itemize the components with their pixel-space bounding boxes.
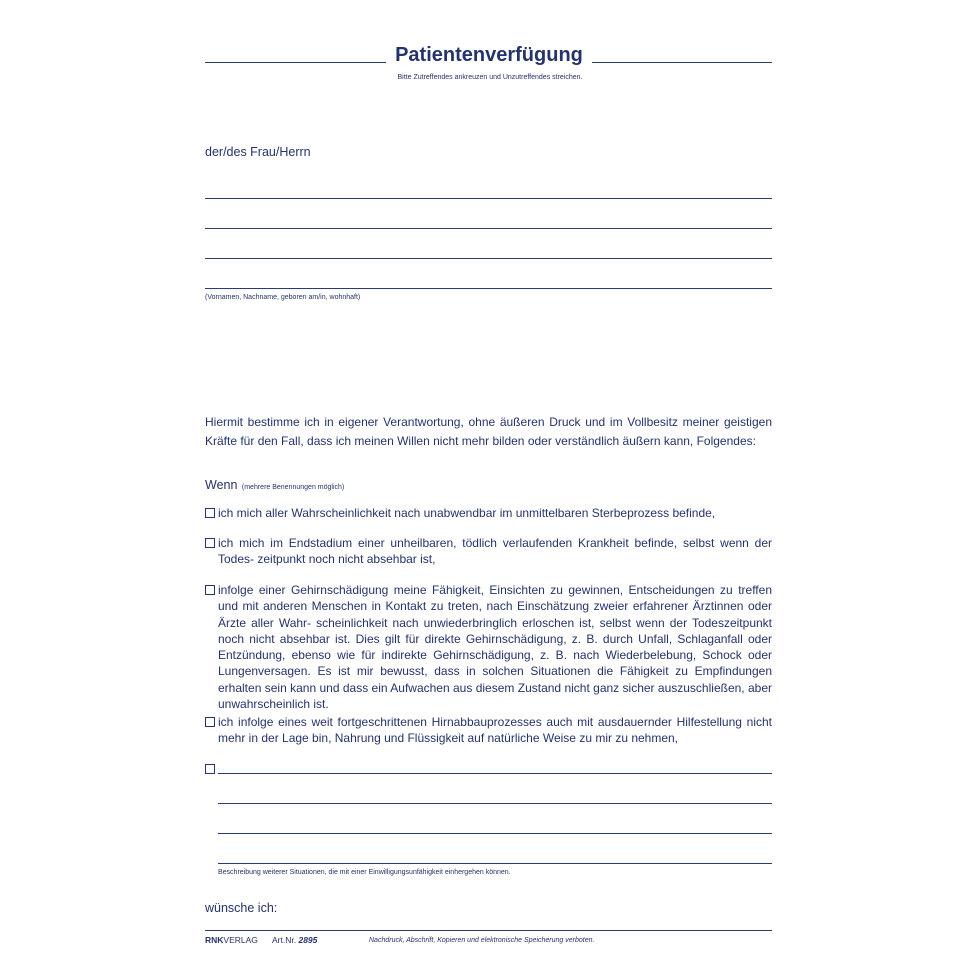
checkbox-endstadium[interactable] [205,538,215,548]
brand-bold: RNK [205,935,224,945]
option-hirnabbau [205,714,772,747]
checkbox-hirnabbau[interactable] [205,717,215,727]
checkbox-sterbeprozess[interactable] [205,508,215,518]
wish-label: wünsche ich: [205,901,278,915]
footer-artnr [272,935,317,945]
option-sterbeprozess [205,505,772,521]
option-text: ich infolge eines weit fortgeschrittenen Hirnabbauprozesses auch mit ausdauernder Hilfestellung nicht mehr in der Lage bin, Nahrung und Flüssigkeit auf natürliche Weise zu mir zu nehmen, [218,715,772,746]
option-gehirnschaedigung [205,582,772,712]
other-line-2[interactable] [218,803,772,804]
person-line-2[interactable] [205,228,772,229]
other-line-3[interactable] [218,833,772,834]
wish-line[interactable] [205,930,772,931]
person-label: der/des Frau/Herrn [205,145,311,159]
page-title: Patientenverfügung [395,44,583,66]
checkbox-gehirnschaedigung[interactable] [205,585,215,595]
other-line-1[interactable] [218,773,772,774]
person-line-1[interactable] [205,198,772,199]
intro-paragraph: Hiermit bestimme ich in eigener Verantwortung, ohne äußeren Druck und im Vollbesitz meiner geistigen Kräfte für den Fall, dass ich meinen Willen nicht mehr bilden oder verständlich äußern kann, Folgendes: [205,415,772,448]
page-subtitle: Bitte Zutreffendes ankreuzen und Unzutreffendes streichen. [397,74,583,81]
wenn-heading [205,476,344,494]
person-line-4[interactable] [205,288,772,289]
art-number: 2895 [298,935,318,945]
art-label: Art.Nr. [272,935,297,945]
wenn-note: (mehrere Benennungen möglich) [241,484,345,491]
option-endstadium [205,535,772,568]
person-line-3[interactable] [205,258,772,259]
other-line-4[interactable] [218,863,772,864]
footer-notice: Nachdruck, Abschrift, Kopieren und elektronische Speicherung verboten. [369,937,595,944]
option-text: infolge einer Gehirnschädigung meine Fähigkeit, Einsichten zu gewinnen, Entscheidungen zu treffen und mit anderen Menschen in Kontakt zu treten, nach Einschätzung zweier erfahrener Ärztinnen oder Ärzte aller Wahr- scheinlichkeit nach unwiederbringlich erloschen ist, selbst wenn der Todeszeitpunkt noch nicht absehbar ist. Dies gilt für direkte Gehirnschädigung, z. B. durch Unfall, Schlaganfall oder Entzündung, ebenso wie für indirekte Gehirnschädigung, z. B. nach Wiederbelebung, Schock oder Lungenversagen. Es ist mir bewusst, dass in solchen Situationen die Fähigkeit zu Empfindungen erhalten sein kann und dass ein Aufwachen aus diesem Zustand nicht ganz sicher auszuschließen, aber unwahrscheinlich ist. [218,583,772,712]
option-text: ich mich im Endstadium einer unheilbaren, tödlich verlaufenden Krankheit befinde, selbst wenn der Todes- zeitpunkt noch nicht absehbar ist, [218,536,772,567]
title-rule-left [205,62,386,63]
option-text: ich mich aller Wahrscheinlichkeit nach unabwendbar im unmittelbaren Sterbeprozess befinde, [218,506,716,520]
footer-brand [205,935,258,945]
other-hint: Beschreibung weiterer Situationen, die mit einer Einwilligungsunfähigkeit einhergehen können. [218,869,511,876]
wenn-label: Wenn [205,478,238,492]
brand-rest: VERLAG [223,935,258,945]
title-rule-right [592,62,772,63]
person-hint: (Vornamen, Nachname, geboren am/in, wohnhaft) [205,294,361,301]
checkbox-other[interactable] [205,764,215,774]
